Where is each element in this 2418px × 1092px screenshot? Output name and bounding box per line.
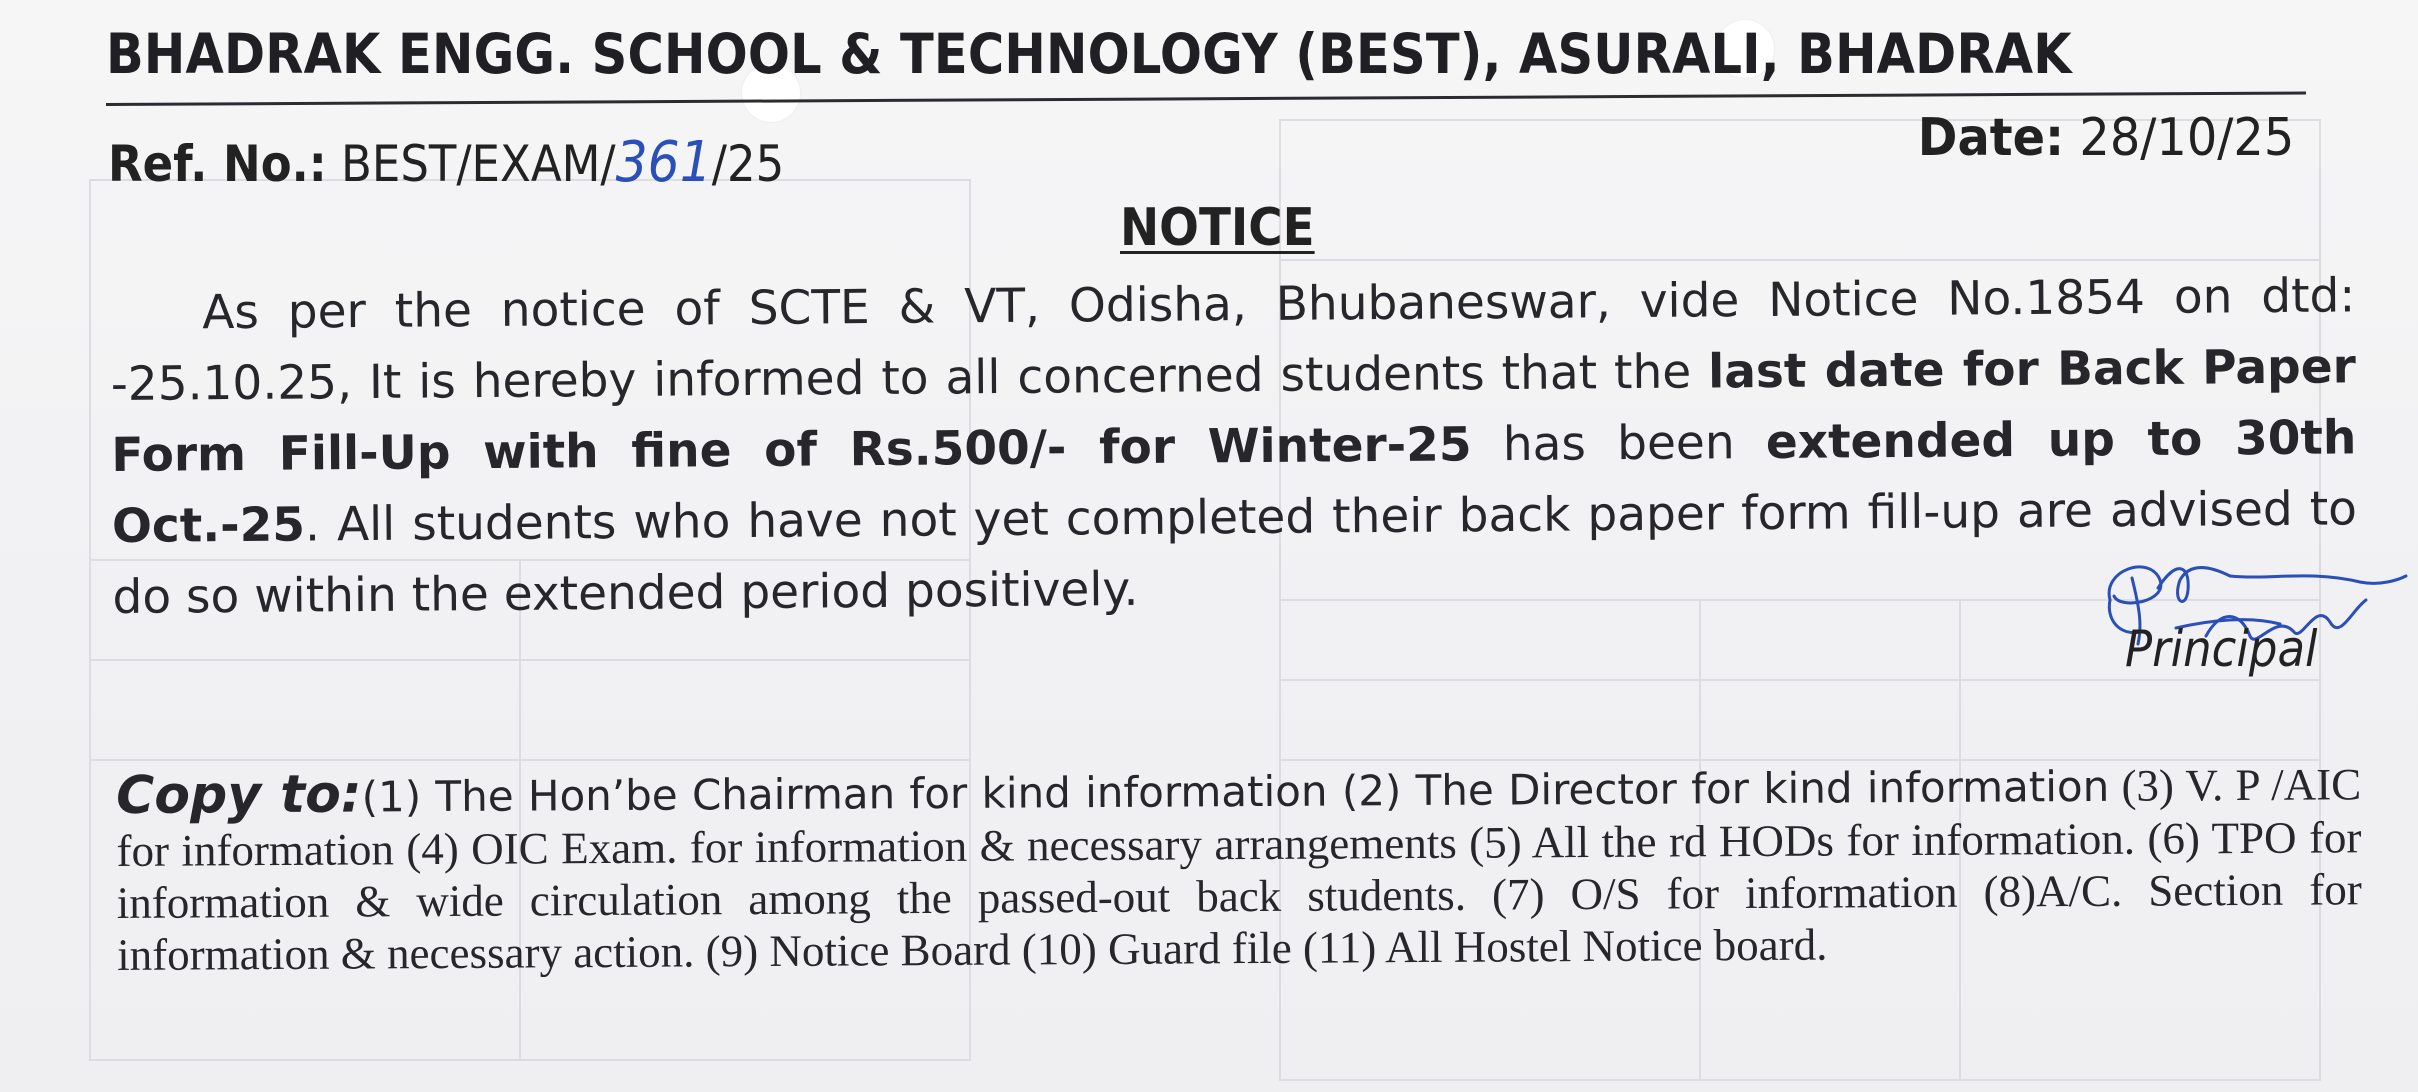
notice-body [110,260,2358,633]
copy-to-first-items: (1) The Hon’be Chairman for kind information (2) The Director for kind information [361,761,2110,822]
notice-date [1917,108,2294,168]
body-bold-extension: extended up to 30th Oct.-25 [111,410,2357,554]
body-bold-deadline: last date for Back Paper Form Fill-Up with fine of Rs.500/- for Winter-25 [111,339,2356,483]
body-text-2: has been [1471,415,1767,473]
notice-heading: NOTICE [1120,198,1315,258]
institution-title: BHADRAK ENGG. SCHOOL & TECHNOLOGY (BEST), ASURALI, BHADRAK [106,22,2072,86]
copy-to-remaining-items: (3) V. P /AIC for information (4) OIC Exam. for information & necessary arrangements (5) All the rd HODs for information. (6) TPO for information & wide circulation among the passed-out back students. (7) O/S for information (8)A/C. Section for information & necessary action. (9) Notice Board (10) Guard file (11) All Hostel Notice board. [116,759,2362,980]
copy-to-label: Copy to: [115,764,362,826]
date-label: Date: [1917,108,2064,168]
ref-handwritten-number: 361 [615,130,712,195]
ref-prefix: BEST/EXAM/ [341,135,616,193]
title-underline [106,91,2306,106]
signatory-title: Principal [2125,620,2318,678]
date-value: 28/10/25 [2079,108,2294,168]
body-text-3: . All students who have not yet completed their back paper form fill-up are advised to do so within the extended period positively. [112,481,2358,625]
ref-label: Ref. No.: [108,135,327,193]
ref-suffix: /25 [711,135,785,193]
body-text-1: As per the notice of SCTE & VT, Odisha, Bhubaneswar, vide Notice No.1854 on dtd: -25.10.25, It is hereby informed to all concerned students that the [110,268,2356,412]
reference-number [108,130,784,195]
copy-to-list [116,756,2362,981]
